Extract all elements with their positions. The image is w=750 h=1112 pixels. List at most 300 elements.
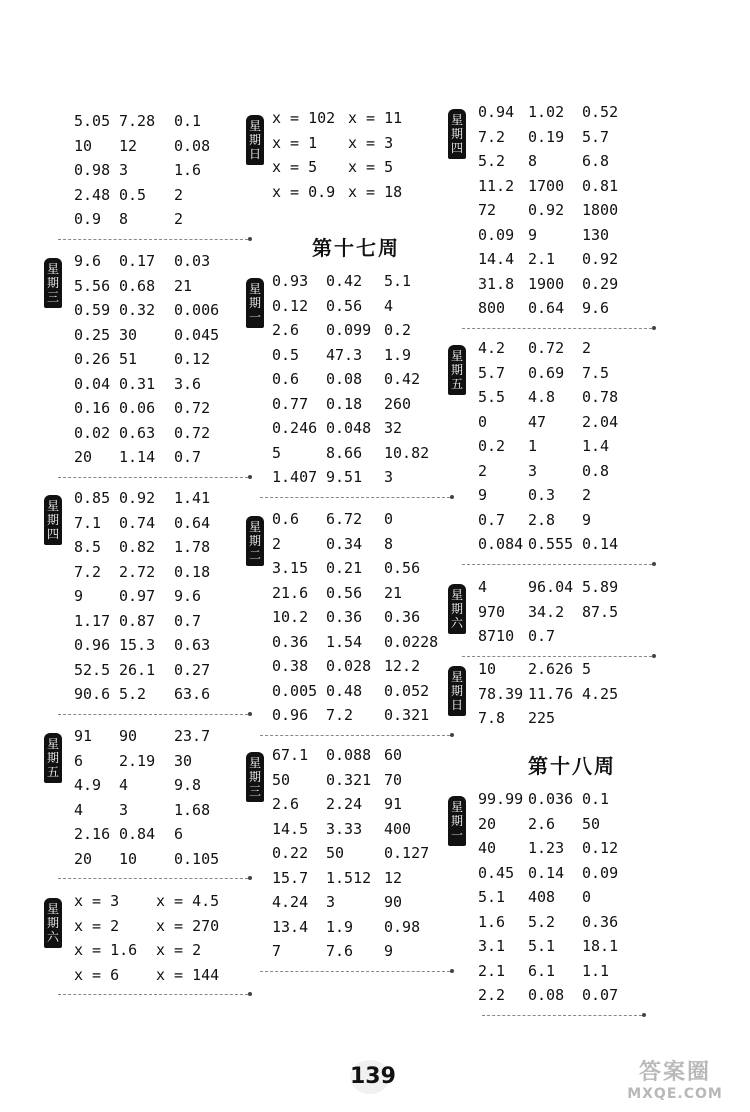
answer-value: 13.4 [272, 917, 309, 936]
tag-char: 五 [450, 377, 463, 391]
tag-char: 期 [248, 770, 261, 784]
answer-value: 20 [74, 849, 93, 868]
answer-value: 9.8 [174, 776, 202, 794]
answer-value: 0.2 [478, 437, 506, 455]
answer-value: 0.8 [582, 461, 610, 480]
answer-value: 0.5 [272, 345, 300, 364]
answer-value: x = 6 [74, 965, 120, 984]
answer-value: 0.19 [528, 127, 565, 146]
answer-value: 96.04 [528, 578, 574, 596]
answer-value: 0.98 [384, 917, 421, 936]
answer-value: 0.72 [528, 339, 565, 357]
tag-char: 期 [46, 513, 59, 527]
answer-value: 6 [74, 751, 84, 770]
answer-value: 0.09 [478, 225, 515, 244]
tag-char: 星 [248, 756, 261, 770]
answer-value: 1.02 [528, 103, 565, 121]
answer-value: 1.1 [582, 961, 610, 980]
block-separator [58, 714, 248, 715]
day-tag [44, 495, 62, 545]
answer-value: 4.9 [74, 776, 102, 794]
answer-value: 60 [384, 746, 403, 764]
tag-char: 四 [46, 527, 59, 541]
watermark-logo [610, 1055, 740, 1105]
answer-value: 2.1 [478, 961, 506, 980]
answer-value: 8.5 [74, 538, 102, 556]
answer-value: 2.72 [119, 562, 156, 581]
answer-value: 8.66 [326, 443, 363, 462]
answer-value: 2.48 [74, 185, 111, 204]
answer-value: 3 [528, 461, 538, 480]
answer-value: 14.5 [272, 819, 309, 838]
answer-value: 0.92 [528, 201, 565, 219]
answer-value: 3.15 [272, 559, 309, 577]
answer-value: 0.7 [528, 627, 556, 645]
answer-value: 0.81 [582, 176, 619, 195]
answer-value: 0.088 [326, 746, 372, 764]
tag-char: 星 [46, 902, 59, 916]
answer-value: 0.105 [174, 849, 220, 868]
answer-value: 90.6 [74, 685, 111, 703]
answer-value: 6.1 [528, 961, 556, 980]
answer-value: 0.028 [326, 657, 372, 675]
answer-value: 47 [528, 412, 547, 431]
answer-value: 0.12 [272, 296, 309, 315]
day-tag [448, 584, 466, 634]
answer-value: 0.69 [528, 363, 565, 382]
tag-char: 五 [46, 765, 59, 779]
answer-value: 26.1 [119, 660, 156, 679]
block-separator [260, 497, 450, 498]
answer-value: 0.2 [384, 321, 412, 339]
answer-value: 63.6 [174, 685, 211, 703]
answer-value: 0.6 [272, 510, 300, 528]
answer-value: 5 [272, 443, 282, 462]
answer-value: 0.97 [119, 587, 156, 605]
tag-char: 四 [450, 141, 463, 155]
tag-char: 期 [450, 363, 463, 377]
answer-value: 5.1 [478, 888, 506, 906]
answer-value: 0.94 [478, 103, 515, 121]
tag-char: 期 [46, 916, 59, 930]
answer-value: 6.72 [326, 510, 363, 528]
day-tag [448, 796, 466, 846]
answer-value: x = 5 [272, 158, 318, 176]
watermark-line2: MXQE.COM [627, 1086, 723, 1102]
answer-value: 12 [384, 868, 403, 887]
answer-value: 0.7 [174, 448, 202, 466]
answer-value: 3 [384, 468, 394, 486]
answer-value: 260 [384, 394, 412, 413]
tag-char: 六 [46, 930, 59, 944]
answer-value: 1.68 [174, 800, 211, 819]
answer-value: 21 [384, 583, 403, 602]
answer-value: 51 [119, 350, 138, 368]
answer-value: x = 3 [348, 133, 394, 152]
answer-value: 1.6 [478, 912, 506, 931]
answer-value: 0.38 [272, 657, 309, 675]
answer-value: 8710 [478, 627, 515, 645]
block-separator [260, 971, 450, 972]
answer-value: 2 [272, 534, 282, 553]
answer-value: 0.084 [478, 535, 524, 553]
answer-value: 4.24 [272, 893, 309, 911]
answer-value: 3.33 [326, 819, 363, 838]
answer-value: 11.76 [528, 684, 574, 703]
answer-value: 800 [478, 299, 506, 317]
answer-value: 1.17 [74, 611, 111, 630]
block-separator [462, 656, 652, 657]
day-tag [448, 345, 466, 395]
answer-value: 0.04 [74, 374, 111, 393]
tag-char: 二 [248, 548, 261, 562]
answer-value: 0.045 [174, 325, 220, 344]
answer-value: 14.4 [478, 250, 515, 268]
answer-value: 0.84 [119, 825, 156, 843]
answer-value: 12.2 [384, 657, 421, 675]
answer-value: 0.048 [326, 419, 372, 437]
answer-value: 0.72 [174, 423, 211, 442]
block-separator [462, 328, 652, 329]
answer-value: x = 270 [156, 916, 220, 935]
answer-value: 2 [478, 461, 488, 480]
answer-value: 0.036 [528, 790, 574, 808]
answer-value: 0.22 [272, 844, 309, 862]
day-tag [246, 115, 264, 165]
tag-char: 星 [450, 113, 463, 127]
answer-value: 23.7 [174, 727, 211, 745]
day-tag [246, 752, 264, 802]
page-number: 139 [350, 1060, 390, 1094]
answer-value: 0.17 [119, 252, 156, 270]
answer-value: 50 [272, 770, 291, 789]
answer-value: 18.1 [582, 937, 619, 955]
tag-char: 一 [248, 310, 261, 324]
answer-value: 5.5 [478, 388, 506, 406]
day-tag [44, 733, 62, 783]
answer-value: 70 [384, 770, 403, 789]
answer-value: 0.64 [528, 299, 565, 317]
answer-value: 970 [478, 602, 506, 621]
answer-value: 0.14 [528, 863, 565, 882]
tag-char: 星 [450, 349, 463, 363]
answer-value: 3.6 [174, 374, 202, 393]
block-separator [482, 1015, 642, 1016]
answer-value: 3.1 [478, 937, 506, 955]
answer-value: 87.5 [582, 602, 619, 621]
answer-value: 0.08 [326, 370, 363, 388]
answer-value: 1.14 [119, 448, 156, 466]
answer-value: 0.63 [174, 636, 211, 654]
answer-value: 7.2 [326, 706, 354, 724]
answer-value: 2.6 [272, 795, 300, 813]
answer-value: 0.06 [119, 399, 156, 417]
answer-value: 9 [582, 510, 592, 529]
answer-value: 0.7 [478, 510, 506, 529]
answer-value: 0.34 [326, 534, 363, 553]
answer-value: 1700 [528, 176, 565, 195]
answer-value: 1.6 [174, 161, 202, 179]
answer-value: 50 [326, 844, 345, 862]
answer-value: 4.2 [478, 339, 506, 357]
answer-value: 0.93 [272, 272, 309, 290]
answer-value: 0.96 [272, 706, 309, 724]
answer-value: 0.08 [528, 986, 565, 1004]
answer-value: x = 5 [348, 158, 394, 176]
answer-value: 9 [74, 587, 84, 605]
tag-char: 星 [248, 520, 261, 534]
answer-value: 0.03 [174, 252, 211, 270]
answer-value: 20 [74, 448, 93, 466]
watermark-line1: 答案圈 [638, 1060, 711, 1085]
answer-value: 0.92 [119, 489, 156, 507]
answer-value: 50 [582, 814, 601, 833]
answer-value: 0.08 [174, 136, 211, 155]
block-separator [58, 994, 248, 995]
answer-value: 2.6 [528, 814, 556, 833]
answer-value: 0.72 [174, 399, 211, 417]
answer-value: 6.8 [582, 152, 610, 170]
answer-value: 1.4 [582, 437, 610, 455]
answer-value: 15.7 [272, 868, 309, 887]
answer-value: 9.51 [326, 468, 363, 486]
answer-value: 1800 [582, 201, 619, 219]
answer-value: x = 102 [272, 109, 336, 127]
answer-value: 0.02 [74, 423, 111, 442]
answer-value: 2 [582, 486, 592, 504]
answer-value: 0.7 [174, 611, 202, 630]
answer-value: 9.6 [582, 299, 610, 317]
answer-value: 47.3 [326, 345, 363, 364]
answer-value: 0.42 [384, 370, 421, 388]
answer-value: 7.8 [478, 709, 506, 727]
answer-value: 1.512 [326, 868, 372, 887]
answer-value: 10.2 [272, 608, 309, 626]
answer-value: 2.24 [326, 795, 363, 813]
answer-value: 0.18 [174, 562, 211, 581]
answer-value: 0.12 [174, 350, 211, 368]
answer-value: x = 2 [74, 916, 120, 935]
answer-value: 90 [119, 727, 138, 745]
answer-value: 5.1 [384, 272, 412, 290]
answer-value: 10 [74, 136, 93, 155]
answer-value: 6 [174, 825, 184, 843]
day-tag [448, 109, 466, 159]
answer-value: 5.05 [74, 112, 111, 130]
answer-value: 11.2 [478, 176, 515, 195]
answer-value: 9.6 [74, 252, 102, 270]
answer-value: 4 [119, 776, 129, 794]
answer-value: 2.1 [528, 250, 556, 268]
answer-value: 7.5 [582, 363, 610, 382]
answer-value: 0.12 [582, 839, 619, 857]
tag-char: 期 [450, 814, 463, 828]
answer-value: 0.56 [326, 296, 363, 315]
answer-value: 4.8 [528, 388, 556, 406]
answer-value: 0.099 [326, 321, 372, 339]
answer-value: 0.36 [384, 608, 421, 626]
answer-value: x = 144 [156, 965, 220, 984]
answer-value: 1.9 [326, 917, 354, 936]
answer-value: 0.92 [582, 250, 619, 268]
answer-value: 5.2 [528, 912, 556, 931]
answer-value: 2.6 [272, 321, 300, 339]
answer-value: x = 18 [348, 182, 403, 201]
answer-value: 9 [528, 225, 538, 244]
answer-value: 0.246 [272, 419, 318, 437]
answer-value: 0.321 [326, 770, 372, 789]
answer-value: 0.63 [119, 423, 156, 442]
answer-value: 31.8 [478, 274, 515, 293]
answer-value: 400 [384, 819, 412, 838]
day-tag [44, 258, 62, 308]
answer-value: 7 [272, 942, 282, 960]
answer-value: 0.96 [74, 636, 111, 654]
answer-value: 4 [478, 578, 488, 596]
answer-value: 2.04 [582, 412, 619, 431]
answer-value: 5.2 [478, 152, 506, 170]
answer-value: 30 [174, 751, 193, 770]
answer-value: x = 3 [74, 892, 120, 910]
answer-value: 8 [119, 210, 129, 228]
answer-value: 0.82 [119, 538, 156, 556]
answer-value: 0.85 [74, 489, 111, 507]
answer-value: 34.2 [528, 602, 565, 621]
answer-value: 10 [478, 660, 497, 678]
tag-char: 期 [248, 296, 261, 310]
answer-value: 0.59 [74, 301, 111, 319]
answer-value: 99.99 [478, 790, 524, 808]
answer-value: 0.18 [326, 394, 363, 413]
answer-value: 0.0228 [384, 632, 439, 651]
answer-value: 0.5 [119, 185, 147, 204]
day-tag [246, 516, 264, 566]
day-tag [246, 278, 264, 328]
answer-value: 0.006 [174, 301, 220, 319]
tag-char: 星 [450, 800, 463, 814]
answer-value: 78.39 [478, 684, 524, 703]
tag-char: 期 [450, 684, 463, 698]
answer-value: 0.1 [582, 790, 610, 808]
tag-char: 期 [450, 127, 463, 141]
answer-value: 408 [528, 888, 556, 906]
answer-value: 0.14 [582, 535, 619, 553]
answer-value: 0.26 [74, 350, 111, 368]
answer-value: 0.07 [582, 986, 619, 1004]
answer-value: x = 11 [348, 109, 403, 127]
answer-value: 2.16 [74, 825, 111, 843]
answer-value: x = 1.6 [74, 941, 138, 959]
answer-value: 4 [74, 800, 84, 819]
answer-value: 0.21 [326, 559, 363, 577]
answer-value: 1.9 [384, 345, 412, 364]
answer-value: 0.42 [326, 272, 363, 290]
answer-value: 0.64 [174, 513, 211, 532]
answer-value: 0.56 [384, 559, 421, 577]
answer-value: 0.77 [272, 394, 309, 413]
answer-value: 3 [119, 161, 129, 179]
answer-value: 72 [478, 201, 497, 219]
answer-value: 3 [326, 893, 336, 911]
answer-value: 8 [528, 152, 538, 170]
answer-value: 0.98 [74, 161, 111, 179]
answer-value: 91 [74, 727, 93, 745]
tag-char: 三 [248, 784, 261, 798]
answer-value: 0.29 [582, 274, 619, 293]
answer-value: 5 [582, 660, 592, 678]
answer-value: 4 [384, 296, 394, 315]
answer-value: 0.74 [119, 513, 156, 532]
answer-value: 130 [582, 225, 610, 244]
tag-char: 星 [248, 119, 261, 133]
answer-value: 0.32 [119, 301, 156, 319]
answer-value: 40 [478, 839, 497, 857]
answer-value: 32 [384, 419, 403, 437]
answer-value: 7.28 [119, 112, 156, 130]
answer-value: 0.56 [326, 583, 363, 602]
answer-value: 2 [174, 185, 184, 204]
answer-value: 52.5 [74, 660, 111, 679]
answer-value: 1.54 [326, 632, 363, 651]
answer-value: 2.2 [478, 986, 506, 1004]
answer-value: 0.16 [74, 399, 111, 417]
answer-value: 0.3 [528, 486, 556, 504]
block-separator [462, 564, 652, 565]
answer-value: 5.2 [119, 685, 147, 703]
tag-char: 期 [248, 534, 261, 548]
answer-value: 2 [174, 210, 184, 228]
answer-value: 5.7 [582, 127, 610, 146]
answer-value: 0.87 [119, 611, 156, 630]
block-separator [58, 878, 248, 879]
answer-value: 0.31 [119, 374, 156, 393]
answer-value: 0 [478, 412, 488, 431]
answer-value: 5.56 [74, 276, 111, 295]
answer-value: 4.25 [582, 684, 619, 703]
answer-value: 1.78 [174, 538, 211, 556]
answer-value: 225 [528, 709, 556, 727]
tag-char: 星 [46, 737, 59, 751]
tag-char: 期 [248, 133, 261, 147]
answer-value: 0.68 [119, 276, 156, 295]
block-separator [58, 239, 248, 240]
answer-value: 20 [478, 814, 497, 833]
answer-value: 0.321 [384, 706, 430, 724]
answer-value: 0.555 [528, 535, 574, 553]
tag-char: 星 [450, 670, 463, 684]
tag-char: 星 [248, 282, 261, 296]
answer-value: 2.19 [119, 751, 156, 770]
tag-char: 期 [450, 602, 463, 616]
answer-value: 5.7 [478, 363, 506, 382]
answer-value: 21 [174, 276, 193, 295]
answer-value: 0.09 [582, 863, 619, 882]
answer-value: 0 [384, 510, 394, 528]
answer-value: 1.41 [174, 489, 211, 507]
tag-char: 六 [450, 616, 463, 630]
answer-value: 9 [478, 486, 488, 504]
answer-value: 5.89 [582, 578, 619, 596]
answer-value: 0.005 [272, 681, 318, 700]
answer-value: 21.6 [272, 583, 309, 602]
answer-value: 7.2 [478, 127, 506, 146]
day-tag [448, 666, 466, 716]
answer-value: 5.1 [528, 937, 556, 955]
tag-char: 日 [450, 698, 463, 712]
answer-value: 0.127 [384, 844, 430, 862]
tag-char: 期 [46, 276, 59, 290]
answer-value: 0.6 [272, 370, 300, 388]
